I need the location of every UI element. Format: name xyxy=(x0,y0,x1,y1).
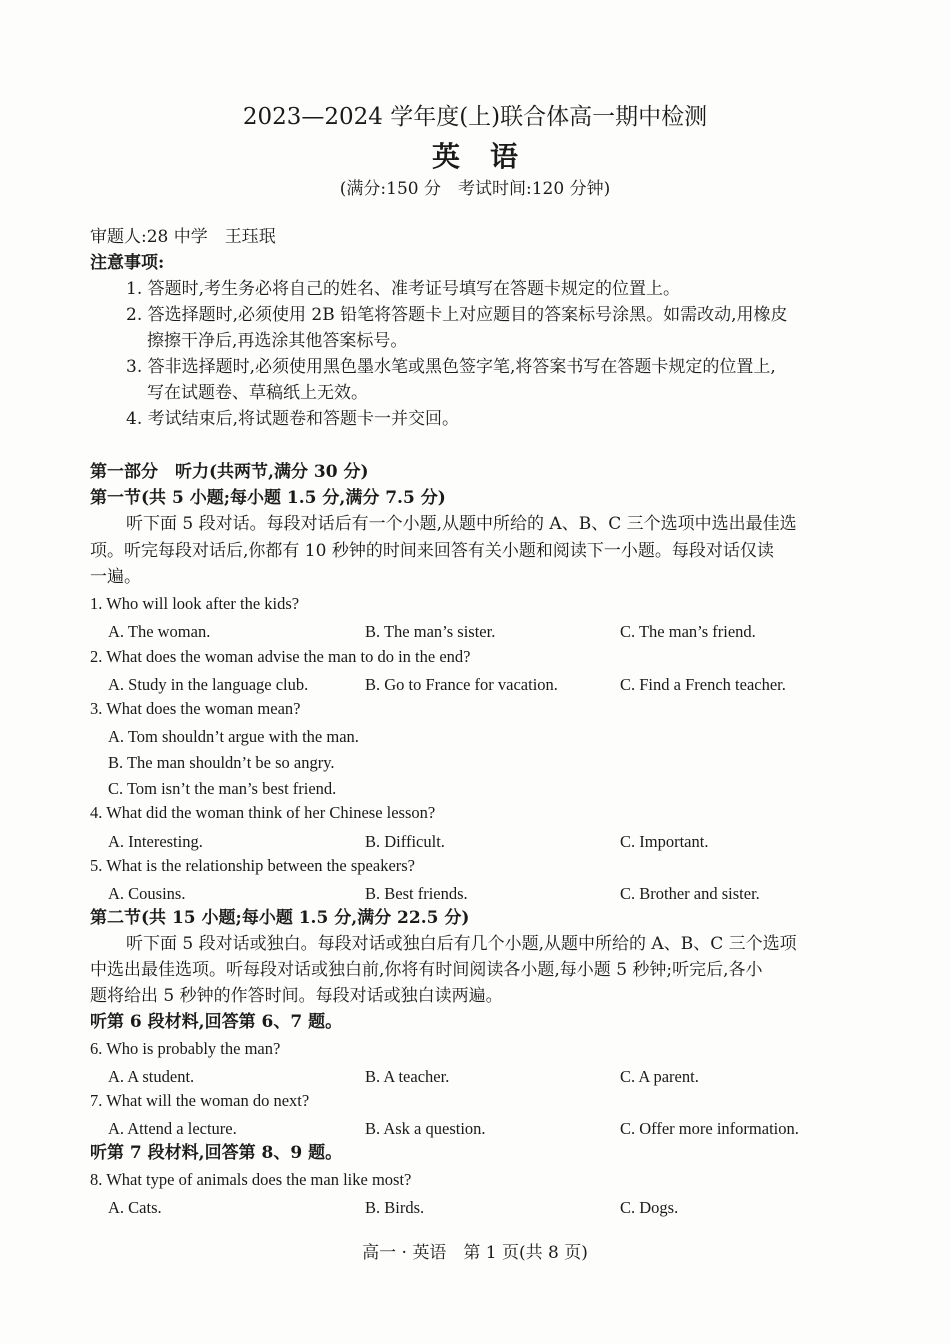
notice-item: 擦擦干净后,再选涂其他答案标号。 xyxy=(147,331,408,351)
question-stem: 7. What will the woman do next? xyxy=(90,1091,310,1110)
section1-heading: 第一节(共 5 小题;每小题 1.5 分,满分 7.5 分) xyxy=(90,488,446,508)
question-stem: 6. Who is probably the man? xyxy=(90,1039,281,1058)
question-stem: 3. What does the woman mean? xyxy=(90,699,301,718)
option-c: C. A parent. xyxy=(620,1067,699,1086)
notice-item: 2. 答选择题时,必须使用 2B 铅笔将答题卡上对应题目的答案标号涂黑。如需改动,用橡皮 xyxy=(126,305,788,325)
question-stem: 2. What does the woman advise the man to do in the end? xyxy=(90,647,471,666)
notice-item: 3. 答非选择题时,必须使用黑色墨水笔或黑色签字笔,将答案书写在答题卡规定的位置上, xyxy=(126,357,776,377)
question-stem: 4. What did the woman think of her Chinese lesson? xyxy=(90,803,436,822)
option-b: B. Birds. xyxy=(365,1198,425,1217)
option-a: A. A student. xyxy=(108,1067,195,1086)
question-stem: 8. What type of animals does the man like most? xyxy=(90,1170,412,1189)
option-a: A. Cousins. xyxy=(108,884,186,903)
notice-item: 写在试题卷、草稿纸上无效。 xyxy=(147,383,368,403)
section2-instructions: 题将给出 5 秒钟的作答时间。每段对话或独白读两遍。 xyxy=(90,986,503,1006)
section2-instructions: 中选出最佳选项。听每段对话或独白前,你将有时间阅读各小题,每小题 5 秒钟;听完后,各小 xyxy=(90,960,763,980)
option-c: C. Dogs. xyxy=(620,1198,679,1217)
part1-heading: 第一部分 听力(共两节,满分 30 分) xyxy=(90,462,369,482)
subject-title: 英语 xyxy=(431,140,548,173)
option-b: B. The man’s sister. xyxy=(365,622,496,641)
section1-instructions: 一遍。 xyxy=(90,567,141,587)
material-heading: 听第 6 段材料,回答第 6、7 题。 xyxy=(90,1012,343,1032)
option-b: B. Ask a question. xyxy=(365,1119,486,1138)
option-c: C. Important. xyxy=(620,832,709,851)
material-heading: 听第 7 段材料,回答第 8、9 题。 xyxy=(90,1143,343,1163)
section1-instructions: 项。听完每段对话后,你都有 10 秒钟的时间来回答有关小题和阅读下一小题。每段对话仅读 xyxy=(90,541,774,561)
section1-instructions: 听下面 5 段对话。每段对话后有一个小题,从题中所给的 A、B、C 三个选项中选出最佳选 xyxy=(126,514,797,534)
option-b: B. Best friends. xyxy=(365,884,468,903)
option-a: A. The woman. xyxy=(108,622,211,641)
option-b: B. Go to France for vacation. xyxy=(365,675,558,694)
option-b: B. A teacher. xyxy=(365,1067,450,1086)
notice-item: 1. 答题时,考生务必将自己的姓名、准考证号填写在答题卡规定的位置上。 xyxy=(126,279,681,299)
option-a: A. Interesting. xyxy=(108,832,203,851)
option-a: A. Tom shouldn’t argue with the man. xyxy=(108,727,359,746)
question-stem: 5. What is the relationship between the speakers? xyxy=(90,856,416,875)
notice-item: 4. 考试结束后,将试题卷和答题卡一并交回。 xyxy=(126,409,460,429)
section2-heading: 第二节(共 15 小题;每小题 1.5 分,满分 22.5 分) xyxy=(90,908,470,928)
option-c: C. Offer more information. xyxy=(620,1119,799,1138)
option-c: C. Brother and sister. xyxy=(620,884,760,903)
exam-title: 2023—2024 学年度(上)联合体高一期中检测 xyxy=(242,104,708,130)
page-footer: 高一 · 英语 第 1 页(共 8 页) xyxy=(362,1243,588,1263)
section2-instructions: 听下面 5 段对话或独白。每段对话或独白后有几个小题,从题中所给的 A、B、C 三个选项 xyxy=(126,934,797,954)
author-line: 审题人:28 中学 王珏珉 xyxy=(90,227,276,247)
option-a: A. Cats. xyxy=(108,1198,162,1217)
exam-meta: (满分:150 分 考试时间:120 分钟) xyxy=(339,179,611,199)
option-a: A. Attend a lecture. xyxy=(108,1119,237,1138)
option-c: C. Find a French teacher. xyxy=(620,675,786,694)
option-b: B. The man shouldn’t be so angry. xyxy=(108,753,335,772)
option-c: C. Tom isn’t the man’s best friend. xyxy=(108,779,337,798)
question-stem: 1. Who will look after the kids? xyxy=(90,594,300,613)
option-c: C. The man’s friend. xyxy=(620,622,756,641)
option-b: B. Difficult. xyxy=(365,832,445,851)
notice-heading: 注意事项: xyxy=(90,253,165,273)
option-a: A. Study in the language club. xyxy=(108,675,309,694)
